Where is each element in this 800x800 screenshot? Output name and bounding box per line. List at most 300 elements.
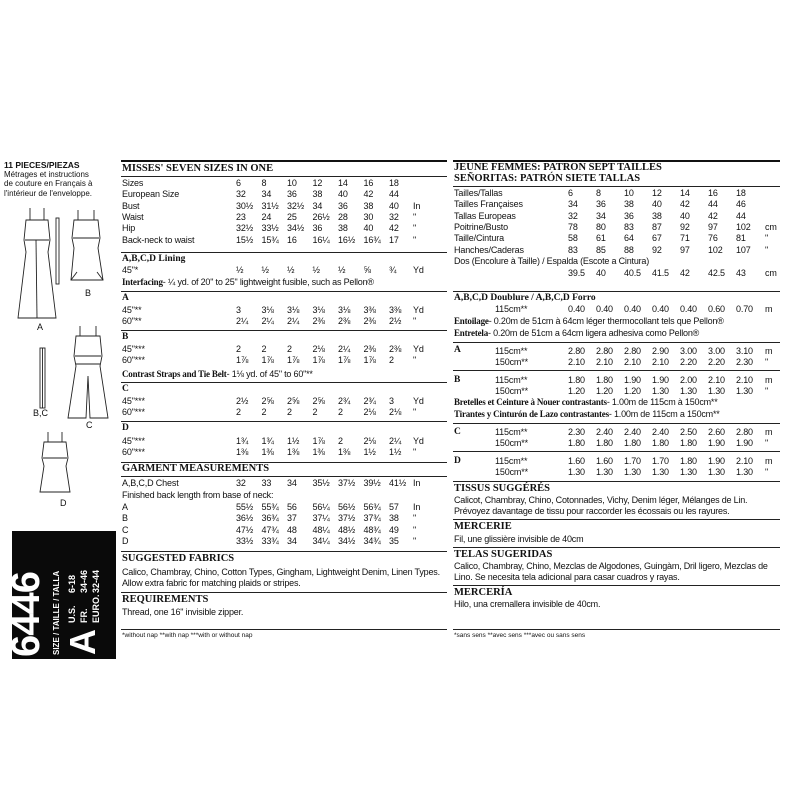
cell-value: 2⅜	[312, 316, 325, 327]
cell-value: 42	[363, 189, 374, 200]
cell-value: 2¼	[287, 316, 300, 327]
cell-unit: In	[413, 200, 421, 211]
cell-unit: m	[765, 375, 773, 385]
cell-value: 1¾	[236, 436, 249, 446]
cell-value: 2⅝	[312, 396, 325, 406]
cell-value: 1.80	[596, 375, 613, 385]
pieces-title: 11 PIECES/PIEZAS	[4, 160, 80, 170]
view-c-jumpsuit-illustration	[68, 326, 108, 418]
telas-line: Lino. Se necesita tela adicional para casar cuadros y rayas.	[454, 572, 680, 583]
english-view-a-label: A	[122, 293, 129, 303]
cell-value: 44	[389, 189, 399, 200]
cell-value: 1.30	[596, 467, 613, 478]
fabrics-line: Calico, Chambray, Chino, Cotton Types, Gingham, Lightweight Denim, Linen Types.	[122, 567, 440, 577]
cell-value: 1.90	[708, 456, 725, 466]
cell-value: 1.30	[568, 467, 585, 478]
pattern-number: 6446	[4, 572, 48, 657]
cell-value: 46	[736, 199, 746, 210]
cell-value: 2.10	[596, 357, 613, 368]
entretela-heading: Entretela	[454, 328, 489, 338]
cell-value: 1½	[287, 436, 300, 446]
french-view-b-label: B	[454, 375, 461, 385]
english-size-row	[121, 223, 447, 234]
cell-value: 2.80	[624, 346, 641, 356]
fabrics-line: Allow extra fabric for matching plaids or stripes.	[122, 578, 301, 589]
cell-value: 30½	[236, 200, 254, 211]
cell-value: 32	[568, 210, 578, 221]
cell-value: 1⅞	[261, 355, 274, 366]
cell-value: 80	[596, 221, 606, 232]
cell-value: 10	[624, 188, 634, 198]
cell-value: 2⅛	[363, 407, 376, 418]
cell-value: 33½	[236, 535, 254, 546]
cell-value: 1⅜	[287, 447, 300, 458]
cell-value: 1.80	[652, 438, 669, 449]
cell-value: 24	[261, 211, 272, 222]
entretela-text: - 0.20m de 51cm a 64cm ligera adhesiva como Pellon®	[488, 328, 700, 338]
view-label-b: B	[85, 288, 92, 298]
cell-value: 26½	[312, 211, 330, 222]
fr-label: FR.	[79, 608, 89, 623]
row-label: Taille/Cintura	[454, 233, 504, 244]
cell-value: 2.40	[596, 427, 613, 437]
cell-value: 92	[652, 244, 662, 255]
entoilage-line	[454, 316, 724, 327]
cell-value: 1⅞	[312, 436, 325, 446]
cell-unit: m	[765, 346, 773, 356]
cell-value: 2¼	[338, 344, 351, 354]
english-length-row	[121, 513, 447, 524]
telas-text	[454, 561, 768, 584]
cell-value: 107	[736, 244, 751, 255]
cell-value: 1.80	[568, 438, 585, 449]
cell-value: 2	[338, 407, 343, 418]
cell-value: 2.10	[736, 456, 753, 466]
cell-value: 37	[287, 513, 297, 524]
cell-value: 34	[261, 189, 272, 200]
view-d-dress-illustration	[40, 432, 70, 492]
cell-value: 88	[624, 244, 634, 255]
cell-value: 3⅛	[287, 305, 300, 315]
cell-value: 12	[652, 188, 662, 198]
mercerie-text: Fil, une glissière invisible de 40cm	[454, 534, 584, 544]
telas-line: Calico, Chambray, Chino, Mezclas de Algodones, Guingàm, Dril ligero, Mezclas de	[454, 561, 768, 571]
french-metrage-row	[453, 357, 780, 368]
cell-value: 56¼	[312, 502, 330, 512]
cell-value: 10	[287, 178, 297, 188]
view-label-c: C	[86, 420, 93, 430]
cell-value: 8	[596, 188, 601, 198]
cell-value: 34	[596, 210, 606, 221]
cell-unit: cm	[765, 268, 777, 278]
cell-value: 3⅛	[338, 305, 351, 315]
cell-value: 55½	[236, 502, 254, 512]
pieces-note-line: Métrages et instructions	[4, 170, 89, 179]
merceria-text: Hilo, una cremallera invisible de 40cm.	[454, 599, 601, 609]
cell-value: 6	[568, 188, 573, 198]
cell-value: 18	[389, 178, 399, 188]
entretela-line	[454, 328, 699, 339]
cell-value: 8	[261, 178, 267, 188]
cell-value: 56	[287, 502, 297, 512]
row-label: 115cm**	[495, 427, 528, 437]
interfacing-text: - ¼ yd. of 20" to 25" lightweight fusible, such as Pellon®	[162, 277, 374, 287]
cell-value: 40	[363, 223, 374, 234]
bretelles-line	[454, 397, 718, 408]
view-b-dress-illustration	[71, 210, 103, 280]
cell-value: 67	[652, 233, 662, 244]
row-label: 115cm**	[495, 456, 528, 466]
cell-value: 44	[708, 199, 718, 210]
cell-value: 47½	[236, 524, 254, 535]
english-yardage-row	[121, 316, 447, 327]
english-yardage-row	[121, 447, 447, 458]
cell-unit: "	[413, 234, 417, 245]
cell-value: 3⅜	[363, 305, 376, 315]
cell-value: 38	[363, 200, 374, 211]
french-doublure-row	[453, 304, 780, 315]
straps-text: - 1⅛ yd. of 45" to 60"**	[226, 369, 313, 379]
row-label: C	[122, 524, 129, 535]
cell-value: 1.80	[680, 438, 697, 449]
cell-value: 97	[680, 244, 690, 255]
cell-unit: "	[765, 467, 769, 478]
cell-value: 32½	[236, 223, 254, 234]
cell-value: 40	[338, 189, 348, 200]
cell-value: 2.10	[568, 357, 585, 368]
english-length-row	[121, 536, 447, 547]
row-label: A	[122, 502, 128, 512]
cell-value: 1⅜	[261, 447, 274, 458]
cell-value: 2	[389, 355, 394, 366]
cell-value: 58	[568, 233, 578, 244]
cell-unit: "	[413, 211, 417, 222]
english-size-row	[121, 178, 447, 189]
cell-value: 1⅞	[287, 355, 300, 366]
cell-value: 38	[652, 210, 662, 221]
cell-value: 2⅜	[389, 344, 402, 354]
cell-value: 2⅜	[363, 316, 376, 327]
cell-value: 83	[624, 221, 634, 232]
cell-value: 2	[261, 344, 267, 354]
cell-value: 33¾	[261, 535, 279, 546]
pieces-note-line: l'intérieur de l'enveloppe.	[4, 188, 92, 198]
cell-value: 1⅜	[236, 447, 249, 458]
cell-value: 1.80	[624, 438, 641, 449]
cell-value: 2½	[389, 316, 402, 327]
cell-unit: m	[765, 304, 773, 314]
row-label: Sizes	[122, 178, 144, 188]
cell-value: 1⅞	[363, 355, 376, 366]
bretelles-text: - 1.00m de 115cm à 150cm**	[606, 397, 718, 407]
cell-value: 37½	[338, 478, 356, 488]
cell-value: 92	[680, 221, 690, 232]
cell-unit: Yd	[413, 436, 424, 446]
english-size-row	[121, 235, 447, 246]
cell-value: 35½	[312, 478, 330, 488]
us-label: U.S.	[67, 605, 77, 623]
cell-value: 2⅝	[287, 396, 300, 406]
view-illustrations	[4, 200, 116, 500]
row-label: Back-neck to waist	[122, 234, 195, 245]
cell-value: 1.20	[568, 386, 585, 397]
cell-value: 3	[389, 396, 394, 406]
cell-unit: "	[413, 535, 417, 546]
cell-value: 34	[287, 478, 297, 488]
cell-value: 2½	[236, 396, 249, 406]
row-label: 45"***	[122, 396, 145, 406]
cell-value: 1⅜	[338, 447, 351, 458]
cell-value: 1.70	[624, 456, 641, 466]
cell-value: 1.60	[568, 456, 585, 466]
cell-value: 42	[708, 210, 718, 221]
row-label: 45"***	[122, 436, 145, 446]
french-metrage-row	[453, 386, 780, 397]
cell-value: ½	[338, 265, 346, 275]
garment-heading: GARMENT MEASUREMENTS	[122, 463, 270, 474]
cell-value: 1.30	[736, 386, 753, 397]
cell-value: 3⅜	[389, 305, 402, 315]
cell-value: 16¾	[363, 234, 381, 245]
cell-value: 0.40	[596, 304, 613, 314]
cell-value: 16½	[338, 234, 356, 245]
cell-value: 32	[236, 478, 246, 488]
cell-value: 2.10	[736, 375, 753, 385]
cell-value: 15½	[236, 234, 254, 245]
cell-value: 1.80	[568, 375, 585, 385]
cell-value: 42	[389, 223, 399, 234]
cell-value: 3.00	[680, 346, 697, 356]
cell-unit: In	[413, 502, 421, 512]
row-label: 115cm**	[495, 304, 528, 314]
cell-unit: "	[413, 524, 417, 535]
cell-value: 1.30	[680, 386, 697, 397]
french-size-row	[453, 188, 780, 199]
cell-value: 2.20	[680, 357, 697, 368]
cell-value: 17	[389, 234, 399, 245]
row-label: 150cm**	[495, 357, 528, 368]
cell-value: 56½	[338, 502, 356, 512]
french-metrage-row	[453, 456, 780, 467]
english-yardage-row	[121, 355, 447, 366]
cell-value: 1⅜	[312, 447, 325, 458]
english-footnote: *without nap **with nap ***with or without nap	[122, 632, 253, 639]
fabrics-heading: SUGGESTED FABRICS	[122, 553, 235, 564]
cell-value: 2¼	[236, 316, 249, 327]
cell-value: 2⅝	[261, 396, 274, 406]
cell-value: 2.20	[708, 357, 725, 368]
english-size-row	[121, 201, 447, 212]
english-straps	[122, 369, 313, 380]
cell-value: 3	[236, 305, 241, 315]
cell-value: 36	[312, 223, 323, 234]
cell-value: 40	[680, 210, 690, 221]
cell-value: 34	[568, 199, 578, 210]
cell-value: 48¼	[312, 524, 330, 535]
cell-value: 34	[287, 535, 297, 546]
cell-unit: cm	[765, 221, 777, 232]
size-letter: A	[62, 629, 103, 655]
cell-value: 1.80	[596, 438, 613, 449]
cell-value: 1.30	[708, 386, 725, 397]
cell-value: 1.90	[624, 375, 641, 385]
cell-value: 48	[287, 524, 297, 535]
tirantes-line	[454, 409, 720, 420]
cell-unit: Yd	[413, 265, 424, 275]
cell-value: 36½	[236, 513, 254, 524]
cell-value: ¾	[389, 265, 397, 275]
cell-value: 34½	[287, 223, 305, 234]
english-yardage-row	[121, 305, 447, 316]
row-label: 45"**	[122, 305, 142, 315]
cell-unit: "	[413, 355, 417, 366]
cell-value: 1.30	[624, 467, 641, 478]
cell-unit: "	[413, 407, 417, 418]
cell-value: 44	[736, 210, 746, 221]
french-metrage-row	[453, 375, 780, 386]
cell-unit: Yd	[413, 396, 424, 406]
view-label-d: D	[60, 498, 67, 508]
cell-value: 2	[338, 436, 343, 446]
cell-value: 14	[680, 188, 690, 198]
row-label: 115cm**	[495, 375, 528, 385]
english-length-row	[121, 525, 447, 536]
cell-value: 2¼	[389, 436, 402, 446]
cell-value: 30	[363, 211, 374, 222]
cell-value: 2.50	[680, 427, 697, 437]
french-size-row	[453, 211, 780, 222]
view-a-dress-illustration	[18, 208, 56, 318]
view-label-a: A	[37, 322, 44, 332]
cell-value: 2.00	[680, 375, 697, 385]
cell-value: 1.20	[596, 386, 613, 397]
english-interfacing	[122, 277, 374, 288]
english-length-row	[121, 502, 447, 513]
interfacing-heading: Interfacing	[122, 277, 163, 287]
cell-value: 38	[338, 223, 348, 234]
cell-value: 2	[236, 344, 241, 354]
french-footnote: *sans sens **avec sens ***avec ou sans sens	[454, 632, 586, 639]
cell-value: 1.30	[736, 467, 753, 478]
english-lining-heading: A,B,C,D Lining	[122, 254, 186, 264]
row-label: 60"**	[122, 316, 142, 327]
english-yardage-row	[121, 436, 447, 447]
cell-value: 2.30	[736, 357, 753, 368]
cell-value: 40	[389, 200, 399, 211]
cell-value: 42	[680, 199, 690, 210]
cell-value: 14	[338, 178, 348, 188]
cell-value: 1.30	[680, 467, 697, 478]
tissus-line: Calicot, Chambray, Chino, Cotonnades, Vichy, Denim léger, Mélanges de Lin.	[454, 495, 748, 505]
english-yardage-row	[121, 407, 447, 418]
pieces-note-line: de couture en Français à	[4, 179, 93, 189]
french-size-row	[453, 245, 780, 256]
cell-value: 1.80	[680, 456, 697, 466]
english-view-d-label: D	[122, 423, 129, 433]
cell-value: 2.10	[624, 357, 641, 368]
cell-value: 2¾	[363, 396, 376, 406]
cell-value: 39½	[363, 478, 381, 488]
cell-value: 0.40	[568, 304, 585, 314]
spanish-title: SEÑORITAS: PATRÓN SIETE TALLAS	[454, 173, 641, 184]
cell-value: 71	[680, 233, 690, 244]
french-title: JEUNE FEMMES: PATRON SEPT TAILLES	[454, 162, 662, 173]
french-size-row	[453, 199, 780, 210]
row-label: 45"***	[122, 344, 145, 354]
cell-value: 2.80	[568, 346, 585, 356]
cell-value: 1¾	[261, 436, 274, 446]
row-label: 60"***	[122, 447, 145, 458]
cell-value: 48½	[338, 524, 356, 535]
row-label: Poitrine/Busto	[454, 221, 508, 232]
cell-value: 43	[736, 268, 746, 278]
cell-value: 40	[652, 199, 662, 210]
cell-value: 2	[287, 407, 292, 418]
cell-unit: "	[413, 223, 417, 234]
cell-value: 1.90	[736, 438, 753, 449]
cell-value: 1.30	[652, 467, 669, 478]
cell-value: 76	[708, 233, 718, 244]
cell-value: 2⅛	[389, 407, 402, 418]
cell-value: 1.70	[652, 456, 669, 466]
cell-unit: m	[765, 427, 773, 437]
cell-value: 41.5	[652, 268, 669, 278]
euro-range: 32-44	[91, 569, 101, 593]
cell-value: 78	[568, 221, 578, 232]
row-label: 115cm**	[495, 346, 528, 356]
cell-value: 83	[568, 244, 578, 255]
cell-value: 37½	[338, 513, 356, 524]
requirements-heading: REQUIREMENTS	[122, 594, 209, 605]
cell-unit: "	[413, 316, 417, 327]
cell-unit: Yd	[413, 305, 424, 315]
cell-value: 16	[363, 178, 374, 188]
cell-value: 2¼	[261, 316, 274, 327]
cell-value: 2⅛	[363, 436, 376, 446]
row-label: 60"***	[122, 355, 145, 366]
row-label: Waist	[122, 211, 144, 222]
cell-value: 33	[261, 478, 272, 488]
cell-value: 33½	[261, 223, 279, 234]
cell-value: 37¼	[312, 513, 330, 524]
straps-heading: Contrast Straps and Tie Belt	[122, 369, 227, 379]
cell-value: 2.90	[652, 346, 669, 356]
pattern-badge	[4, 531, 116, 659]
strap-piece-illustration	[56, 218, 59, 284]
cell-value: 3⅛	[261, 305, 274, 315]
cell-value: ½	[261, 265, 269, 275]
french-size-row	[453, 233, 780, 244]
cell-value: 32	[389, 211, 399, 222]
tissus-heading: TISSUS SUGGÉRÉS	[454, 483, 551, 494]
cell-value: 1½	[389, 447, 402, 458]
english-title: MISSES' SEVEN SIZES IN ONE	[122, 163, 274, 174]
telas-heading: TELAS SUGERIDAS	[454, 549, 553, 560]
french-view-a-label: A	[454, 345, 461, 355]
cell-value: 16	[287, 234, 297, 245]
row-label: B	[122, 513, 128, 524]
cell-value: 0.40	[624, 304, 641, 314]
cell-unit: "	[413, 447, 417, 458]
cell-value: 15¾	[261, 234, 279, 245]
row-label: 150cm**	[495, 467, 528, 478]
doublure-heading: A,B,C,D Doublure / A,B,C,D Forro	[454, 293, 596, 303]
cell-value: ⅝	[363, 265, 371, 275]
cell-value: 16	[708, 188, 718, 198]
row-label: Tailles/Tallas	[454, 188, 503, 198]
cell-value: 2.40	[652, 427, 669, 437]
cell-value: 34¾	[363, 535, 381, 546]
